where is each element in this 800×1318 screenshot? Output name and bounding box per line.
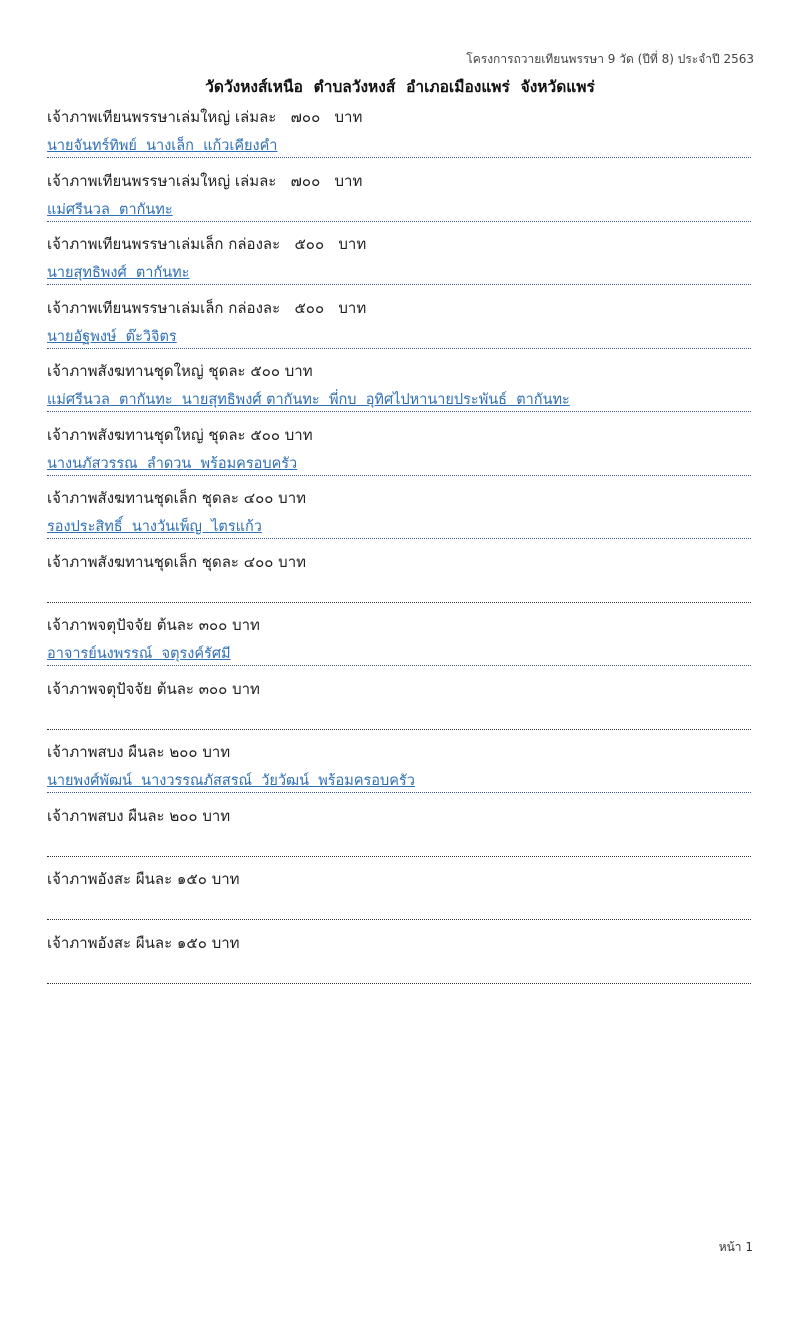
sponsor-name-line bbox=[47, 390, 751, 412]
sponsor-name-line bbox=[47, 263, 751, 285]
sponsor-list bbox=[47, 103, 751, 992]
sponsor-item-label: เจ้าภาพอังสะ ผืนละ ๑๕๐ บาท bbox=[47, 933, 240, 952]
sponsor-name: รองประสิทธิ์ นางวันเพ็ญ ไตรแก้ว bbox=[47, 519, 262, 535]
sponsor-name-line bbox=[47, 200, 751, 222]
sponsor-entry bbox=[47, 865, 751, 929]
sponsor-entry bbox=[47, 802, 751, 866]
sponsor-entry bbox=[47, 103, 751, 167]
sponsor-name: นายสุทธิพงศ์ ตากันทะ bbox=[47, 265, 190, 281]
sponsor-name-line bbox=[47, 136, 751, 158]
sponsor-name: นายจันทร์ทิพย์ นางเล็ก แก้วเคียงคำ bbox=[47, 138, 278, 154]
sponsor-name-blank-line bbox=[47, 962, 751, 984]
sponsor-entry bbox=[47, 738, 751, 802]
sponsor-item-label: เจ้าภาพสบง ผืนละ ๒๐๐ บาท bbox=[47, 743, 231, 761]
sponsor-item-label: เจ้าภาพสบง ผืนละ ๒๐๐ บาท bbox=[47, 806, 231, 825]
sponsor-item-label: เจ้าภาพสังฆทานชุดเล็ก ชุดละ ๔๐๐ บาท bbox=[47, 552, 307, 571]
sponsor-item-label: เจ้าภาพเทียนพรรษาเล่มเล็ก กล่องละ ๕๐๐ บาท bbox=[47, 235, 367, 253]
sponsor-name-line bbox=[47, 517, 751, 539]
sponsor-entry bbox=[47, 167, 751, 231]
sponsor-item-label: เจ้าภาพเทียนพรรษาเล่มใหญ่ เล่มละ ๗๐๐ บาท bbox=[47, 108, 363, 126]
sponsor-entry bbox=[47, 929, 751, 993]
sponsor-name: นายพงศ์พัฒน์ นางวรรณภัสสรณ์ วัยวัฒน์ พร้อมครอบครัว bbox=[47, 773, 415, 789]
sponsor-name-line bbox=[47, 644, 751, 666]
sponsor-name-blank-line bbox=[47, 581, 751, 603]
sponsor-item-label: เจ้าภาพเทียนพรรษาเล่มเล็ก กล่องละ ๕๐๐ บาท bbox=[47, 298, 367, 317]
sponsor-name: แม่ศรีนวล ตากันทะ bbox=[47, 201, 173, 218]
sponsor-entry bbox=[47, 294, 751, 358]
sponsor-name: อาจารย์นงพรรณ์ จตุรงค์รัศมี bbox=[47, 646, 231, 662]
sponsor-name-blank-line bbox=[47, 898, 751, 920]
sponsor-name-line bbox=[47, 327, 751, 349]
sponsor-entry bbox=[47, 484, 751, 548]
sponsor-item-label: เจ้าภาพสังฆทานชุดใหญ่ ชุดละ ๕๐๐ บาท bbox=[47, 362, 313, 380]
sponsor-entry bbox=[47, 548, 751, 612]
page-number: หน้า 1 bbox=[718, 1240, 753, 1254]
sponsor-entry bbox=[47, 675, 751, 739]
sponsor-item-label: เจ้าภาพจตุปัจจัย ต้นละ ๓๐๐ บาท bbox=[47, 679, 260, 698]
sponsor-item-label: เจ้าภาพสังฆทานชุดเล็ก ชุดละ ๔๐๐ บาท bbox=[47, 489, 307, 507]
sponsor-name: นายอัฐพงษ์ ต๊ะวิจิตร bbox=[47, 328, 177, 345]
sponsor-name-line bbox=[47, 771, 751, 793]
sponsor-entry bbox=[47, 357, 751, 421]
sponsor-entry bbox=[47, 611, 751, 675]
sponsor-name-blank-line bbox=[47, 708, 751, 730]
page-title: วัดวังหงส์เหนือ ตำบลวังหงส์ อำเภอเมืองแพร่ จังหวัดแพร่ bbox=[205, 78, 595, 96]
sponsor-name-blank-line bbox=[47, 835, 751, 857]
sponsor-name: แม่ศรีนวล ตากันทะ นายสุทธิพงศ์ ตากันทะ พี่กบ อุทิศไปหานายประพันธ์ ตากันทะ bbox=[47, 392, 570, 408]
sponsor-item-label: เจ้าภาพอังสะ ผืนละ ๑๕๐ บาท bbox=[47, 870, 240, 888]
sponsor-item-label: เจ้าภาพเทียนพรรษาเล่มใหญ่ เล่มละ ๗๐๐ บาท bbox=[47, 171, 363, 190]
sponsor-item-label: เจ้าภาพสังฆทานชุดใหญ่ ชุดละ ๕๐๐ บาท bbox=[47, 425, 313, 444]
project-note: โครงการถวายเทียนพรรษา 9 วัด (ปีที่ 8) ประจำปี 2563 bbox=[466, 52, 754, 66]
sponsor-entry bbox=[47, 230, 751, 294]
sponsor-entry bbox=[47, 421, 751, 485]
sponsor-item-label: เจ้าภาพจตุปัจจัย ต้นละ ๓๐๐ บาท bbox=[47, 616, 260, 634]
sponsor-name-line bbox=[47, 454, 751, 476]
sponsor-name: นางนภัสวรรณ ลำดวน พร้อมครอบครัว bbox=[47, 455, 298, 472]
